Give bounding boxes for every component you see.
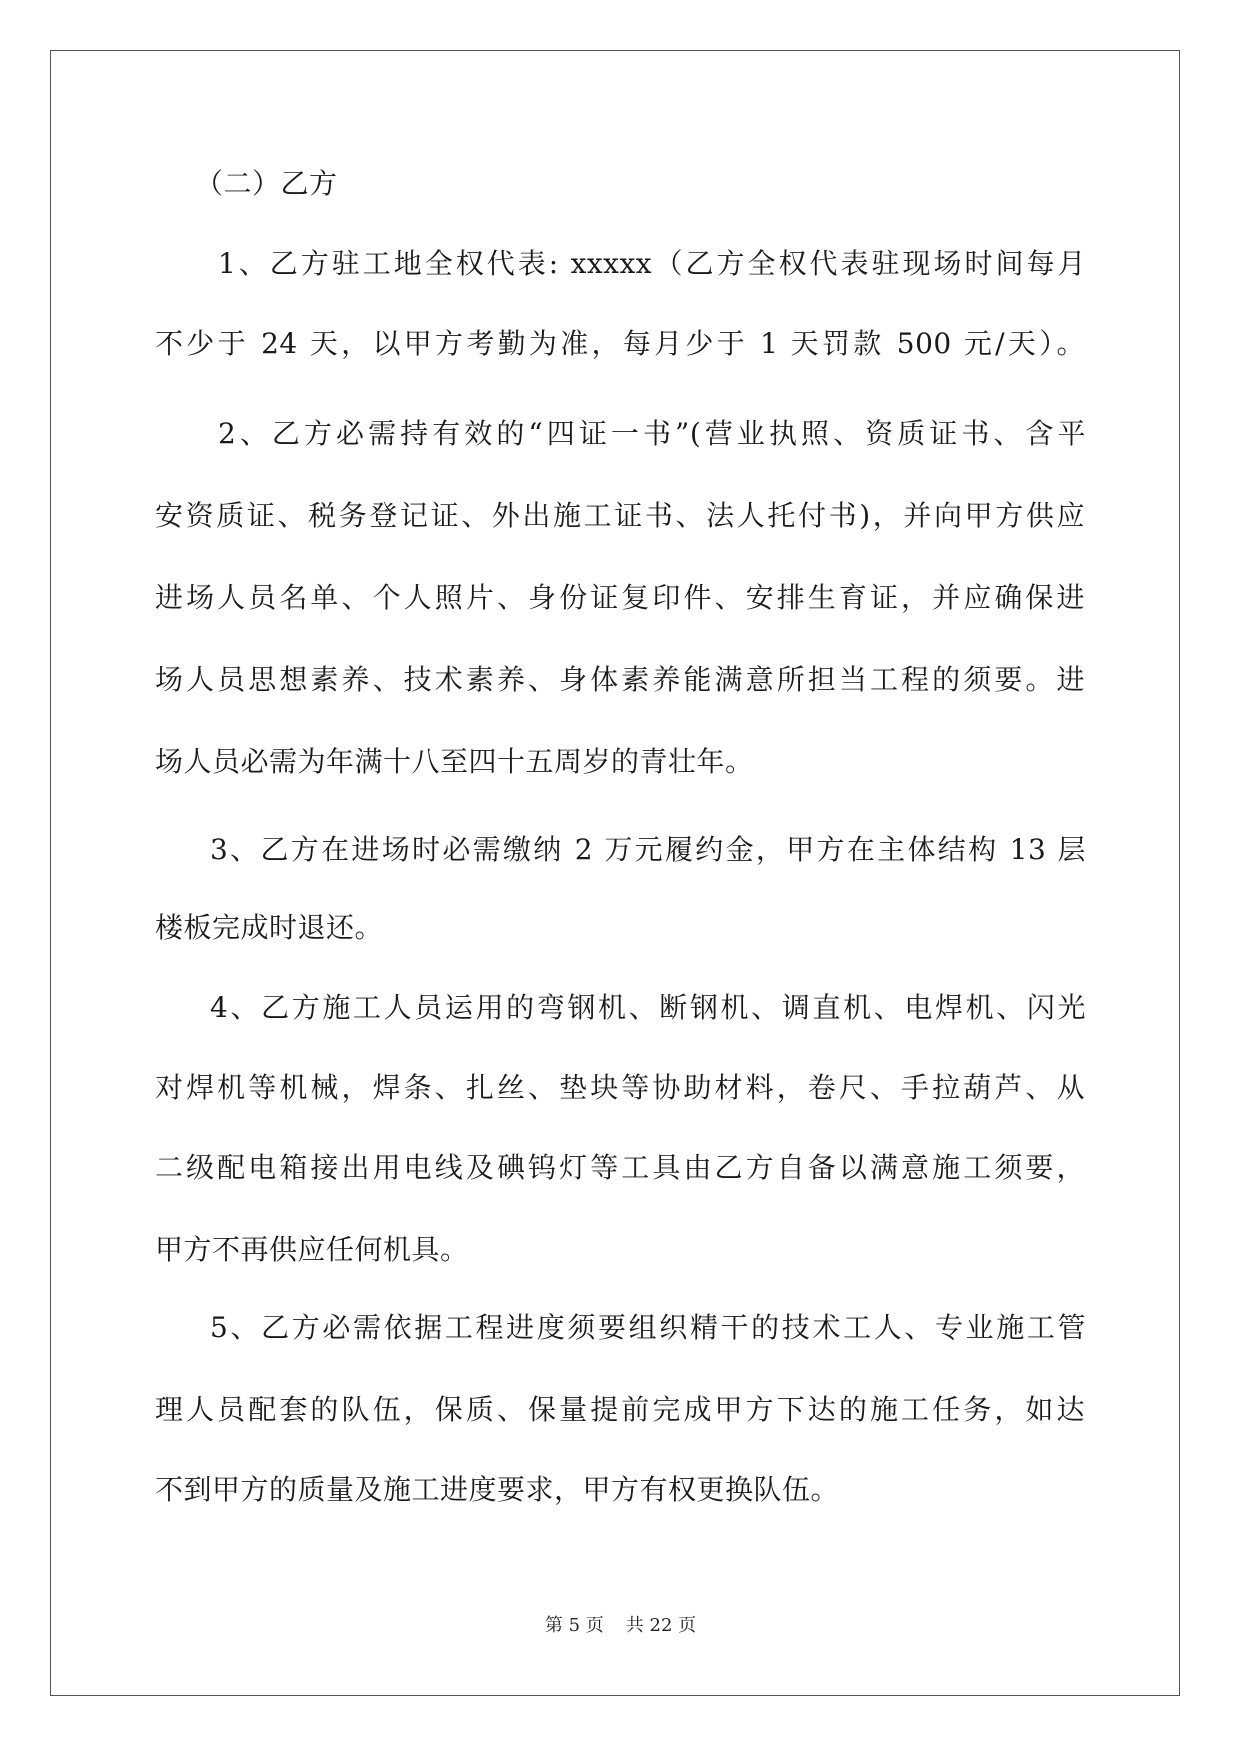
paragraph-4-line-3: 二级配电箱接出用电线及碘钨灯等工具由乙方自备以满意施工须要， bbox=[155, 1151, 1085, 1184]
paragraph-2-line-2: 安资质证、税务登记证、外出施工证书、法人托付书)，并向甲方供应 bbox=[155, 499, 1085, 532]
paragraph-4-line-2: 对焊机等机械，焊条、扎丝、垫块等协助材料，卷尺、手拉葫芦、从 bbox=[155, 1071, 1085, 1104]
paragraph-2-line-1: 2、乙方必需持有效的“四证一书”(营业执照、资质证书、含平 bbox=[218, 417, 1086, 450]
paragraph-5-line-1: 5、乙方必需依据工程进度须要组织精干的技术工人、专业施工管 bbox=[210, 1311, 1086, 1344]
paragraph-2-line-4: 场人员思想素养、技术素养、身体素养能满意所担当工程的须要。进 bbox=[155, 663, 1085, 696]
page-number: 第 5 页 bbox=[544, 1615, 604, 1636]
paragraph-2-line-5: 场人员必需为年满十八至四十五周岁的青壮年。 bbox=[155, 745, 754, 778]
total-pages: 共 22 页 bbox=[625, 1615, 697, 1636]
paragraph-1-line-1: 1、乙方驻工地全权代表: xxxxx（乙方全权代表驻现场时间每月 bbox=[218, 247, 1086, 280]
paragraph-1-line-2: 不少于 24 天，以甲方考勤为准，每月少于 1 天罚款 500 元/天）。 bbox=[155, 327, 1085, 360]
paragraph-4-line-4: 甲方不再供应任何机具。 bbox=[155, 1233, 469, 1266]
paragraph-4-line-1: 4、乙方施工人员运用的弯钢机、断钢机、调直机、电焊机、闪光 bbox=[210, 991, 1086, 1024]
paragraph-3-line-1: 3、乙方在进场时必需缴纳 2 万元履约金，甲方在主体结构 13 层 bbox=[210, 833, 1086, 866]
paragraph-5-line-3: 不到甲方的质量及施工进度要求，甲方有权更换队伍。 bbox=[155, 1473, 840, 1506]
paragraph-3-line-2: 楼板完成时退还。 bbox=[155, 911, 384, 944]
page-border bbox=[50, 50, 1180, 1696]
paragraph-5-line-2: 理人员配套的队伍，保质、保量提前完成甲方下达的施工任务，如达 bbox=[155, 1393, 1085, 1426]
page-footer bbox=[0, 1614, 1241, 1638]
section-heading: （二）乙方 bbox=[195, 167, 338, 200]
paragraph-2-line-3: 进场人员名单、个人照片、身份证复印件、安排生育证，并应确保进 bbox=[155, 581, 1085, 614]
